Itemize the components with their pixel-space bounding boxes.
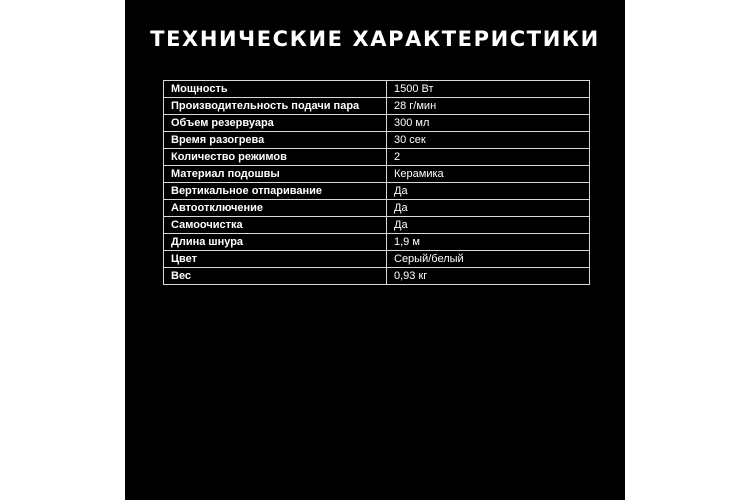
- spec-label: Вес: [164, 268, 387, 285]
- spec-value: Да: [387, 183, 590, 200]
- spec-label: Объем резервуара: [164, 115, 387, 132]
- table-row: [164, 98, 590, 115]
- spec-label: Мощность: [164, 81, 387, 98]
- spec-label: Время разогрева: [164, 132, 387, 149]
- spec-value: 2: [387, 149, 590, 166]
- table-row: [164, 200, 590, 217]
- spec-label: Автоотключение: [164, 200, 387, 217]
- spec-value: 0,93 кг: [387, 268, 590, 285]
- table-row: [164, 183, 590, 200]
- table-row: [164, 149, 590, 166]
- table-row: [164, 132, 590, 149]
- table-row: [164, 115, 590, 132]
- table-row: [164, 166, 590, 183]
- spec-value: 30 сек: [387, 132, 590, 149]
- table-row: [164, 251, 590, 268]
- table-row: [164, 217, 590, 234]
- page-title: ТЕХНИЧЕСКИЕ ХАРАКТЕРИСТИКИ: [150, 27, 600, 51]
- spec-value: Керамика: [387, 166, 590, 183]
- spec-value: Серый/белый: [387, 251, 590, 268]
- table-row: [164, 268, 590, 285]
- spec-value: Да: [387, 200, 590, 217]
- spec-label: Производительность подачи пара: [164, 98, 387, 115]
- spec-label: Самоочистка: [164, 217, 387, 234]
- spec-panel: [125, 0, 625, 500]
- spec-table: [163, 80, 590, 285]
- spec-label: Количество режимов: [164, 149, 387, 166]
- spec-value: 1500 Вт: [387, 81, 590, 98]
- spec-label: Цвет: [164, 251, 387, 268]
- spec-label: Материал подошвы: [164, 166, 387, 183]
- spec-value: 300 мл: [387, 115, 590, 132]
- spec-value: 28 г/мин: [387, 98, 590, 115]
- spec-value: 1,9 м: [387, 234, 590, 251]
- spec-label: Длина шнура: [164, 234, 387, 251]
- spec-label: Вертикальное отпаривание: [164, 183, 387, 200]
- table-row: [164, 81, 590, 98]
- table-row: [164, 234, 590, 251]
- spec-value: Да: [387, 217, 590, 234]
